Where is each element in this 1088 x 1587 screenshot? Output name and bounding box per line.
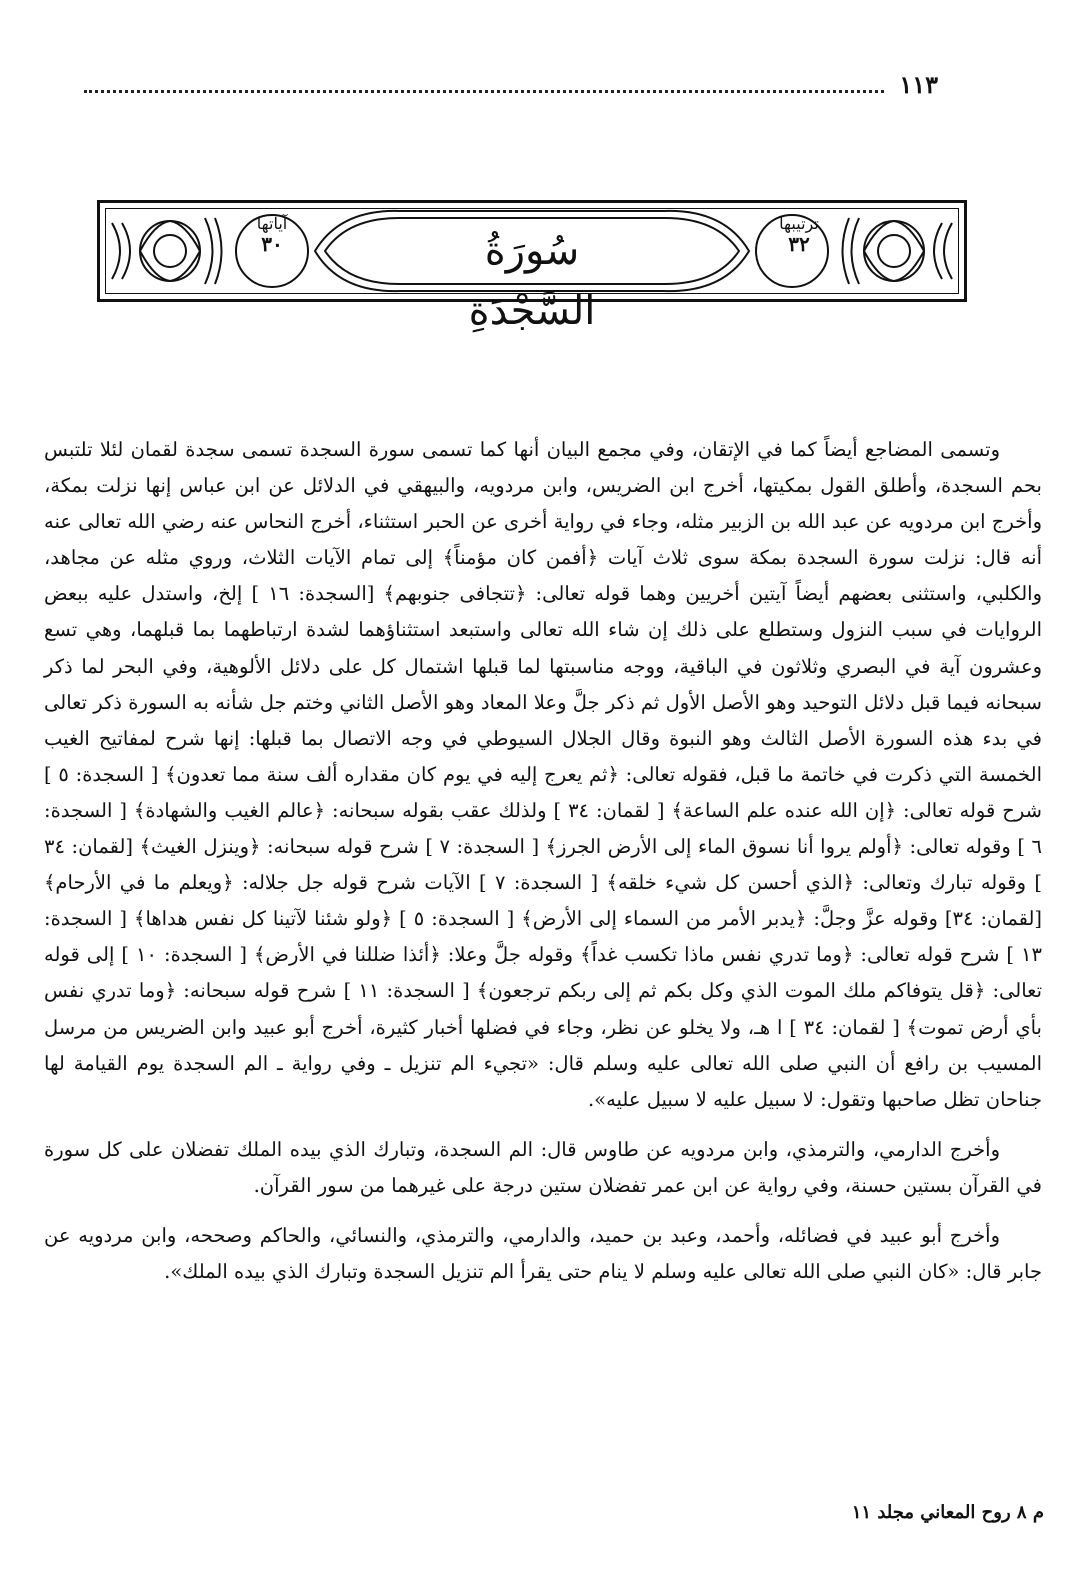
footer-signature: م ٨ روح المعاني مجلد ١١ xyxy=(851,1502,1044,1523)
surah-title: سُورَةُ السَّجْدَةِ xyxy=(468,228,596,334)
verses-label: آياتها xyxy=(256,214,288,233)
page-number: ١١٣ xyxy=(899,70,938,99)
body-text xyxy=(44,432,1042,1290)
verses-number: ٣٠ xyxy=(261,232,283,256)
order-number: ٣٢ xyxy=(788,232,810,256)
running-header xyxy=(46,70,976,110)
paragraph-2: وأخرج الدارمي، والترمذي، وابن مردويه عن طاوس قال: الم السجدة، وتبارك الذي بيده الملك تفضلان على كل سورة في القرآن بستين حسنة، وفي رواية عن ابن عمر تفضلان ستين درجة على غيرهما من سور القرآن. xyxy=(44,1137,1042,1197)
order-label: ترتيبها xyxy=(779,214,819,233)
surah-title-banner xyxy=(97,200,967,334)
verses-medallion xyxy=(237,214,307,284)
left-rosette-icon xyxy=(140,221,200,281)
paragraph-3: وأخرج أبو عبيد في فضائله، وأحمد، وعبد بن حميد، والدارمي، والترمذي، والنسائي، والحاكم وصححه، وابن مردويه عن جابر قال: «كان النبي صلى الله تعالى عليه وسلم لا ينام حتى يقرأ الم تنزيل السجدة وتبارك الذي بيده الملك». xyxy=(44,1223,1042,1284)
paragraph-1: وتسمى المضاجع أيضاً كما في الإتقان، وفي مجمع البيان أنها كما تسمى سورة السجدة تسمى سجدة لقمان لئلا تلتبس بحم السجدة، وأطلق القول بمكيتها، أخرج ابن الضريس، وابن مردويه، والبيهقي في الدلائل عن ابن عباس إنها نزلت بمكة، وأخرج ابن مردويه عن عبد الله بن الزبير مثله، وجاء في رواية أخرى عن الحبر استثناء، أخرج النحاس عنه رضي الله تعالى عنه أنه قال: نزلت سورة السجدة بمكة سوى ثلاث آيات ﴿أفمن كان مؤمناً﴾ إلى تمام الآيات الثلاث، وروي مثله عن مجاهد، والكلبي، واستثنى بعضهم أيضاً آيتين أخريين وهما قوله تعالى: ﴿تتجافى جنوبهم﴾ [السجدة: ١٦ ] إلخ، واستدل عليه ببعض الروايات في سبب النزول وستطلع على ذلك إن شاء الله تعالى واستبعد استثناؤهما لشدة ارتباطهما بما قبلهما، وهي تسع وعشرون آية في البصري وثلاثون في الباقية، ووجه مناسبتها لما قبلها اشتمال كل على دلائل الألوهية، وفي البحر لما ذكر سبحانه فيما قبل دلائل التوحيد وهو الأصل الأول ثم ذكر جلَّ وعلا المعاد وهو الأصل الثاني وختم جل شأنه به السورة ذكر تعالى في بدء هذه السورة الأصل الثالث وهو النبوة وقال الجلال السيوطي في وجه الاتصال بما قبلها: إنها شرح لمفاتيح الغيب الخمسة التي ذكرت في خاتمة ما قبل، فقوله تعالى: ﴿ثم يعرج إليه في يوم كان مقداره ألف سنة مما تعدون﴾ [ السجدة: ٥ ] شرح قوله تعالى: ﴿إن الله عنده علم الساعة﴾ [ لقمان: ٣٤ ] ولذلك عقب بقوله سبحانه: ﴿عالم الغيب والشهادة﴾ [ السجدة: ٦ ] وقوله تعالى: ﴿أولم يروا أنا نسوق الماء إلى الأرض الجرز﴾ [ السجدة: ٧ ] شرح قوله سبحانه: ﴿وينزل الغيث﴾ [لقمان: ٣٤ ] وقوله تبارك وتعالى: ﴿الذي أحسن كل شيء خلقه﴾ [ السجدة: ٧ ] الآيات شرح قوله جل جلاله: ﴿ويعلم ما في الأرحام﴾ [لقمان: ٣٤] وقوله عزَّ وجلَّ: ﴿يدبر الأمر من السماء إلى الأرض﴾ [ السجدة: ٥ ] ﴿ولو شئنا لآتينا كل نفس هداها﴾ [ السجدة: ١٣ ] شرح قوله تعالى: ﴿وما تدري نفس ماذا تكسب غداً﴾ وقوله جلَّ وعلا: ﴿أئذا ضللنا في الأرض﴾ [ السجدة: ١٠ ] إلى قوله تعالى: ﴿قل يتوفاكم ملك الموت الذي وكل بكم ثم إلى ربكم ترجعون﴾ [ السجدة: ١١ ] شرح قوله سبحانه: ﴿وما تدري نفس بأي أرض تموت﴾ [ لقمان: ٣٤ ] ا هـ، ولا يخلو عن نظر، وجاء في فضلها أخبار كثيرة، أخرج أبو عبيد وابن الضريس من مرسل المسيب بن رافع أن النبي صلى الله تعالى عليه وسلم قال: «تجيء الم تنزيل ـ وفي رواية ـ الم السجدة يوم القيامة لها جناحان تظل صاحبها وتقول: لا سبيل عليه لا سبيل عليه». xyxy=(44,438,1043,1111)
order-medallion xyxy=(764,214,834,284)
header-dotted-leader xyxy=(84,74,884,93)
right-rosette-icon xyxy=(864,221,924,281)
